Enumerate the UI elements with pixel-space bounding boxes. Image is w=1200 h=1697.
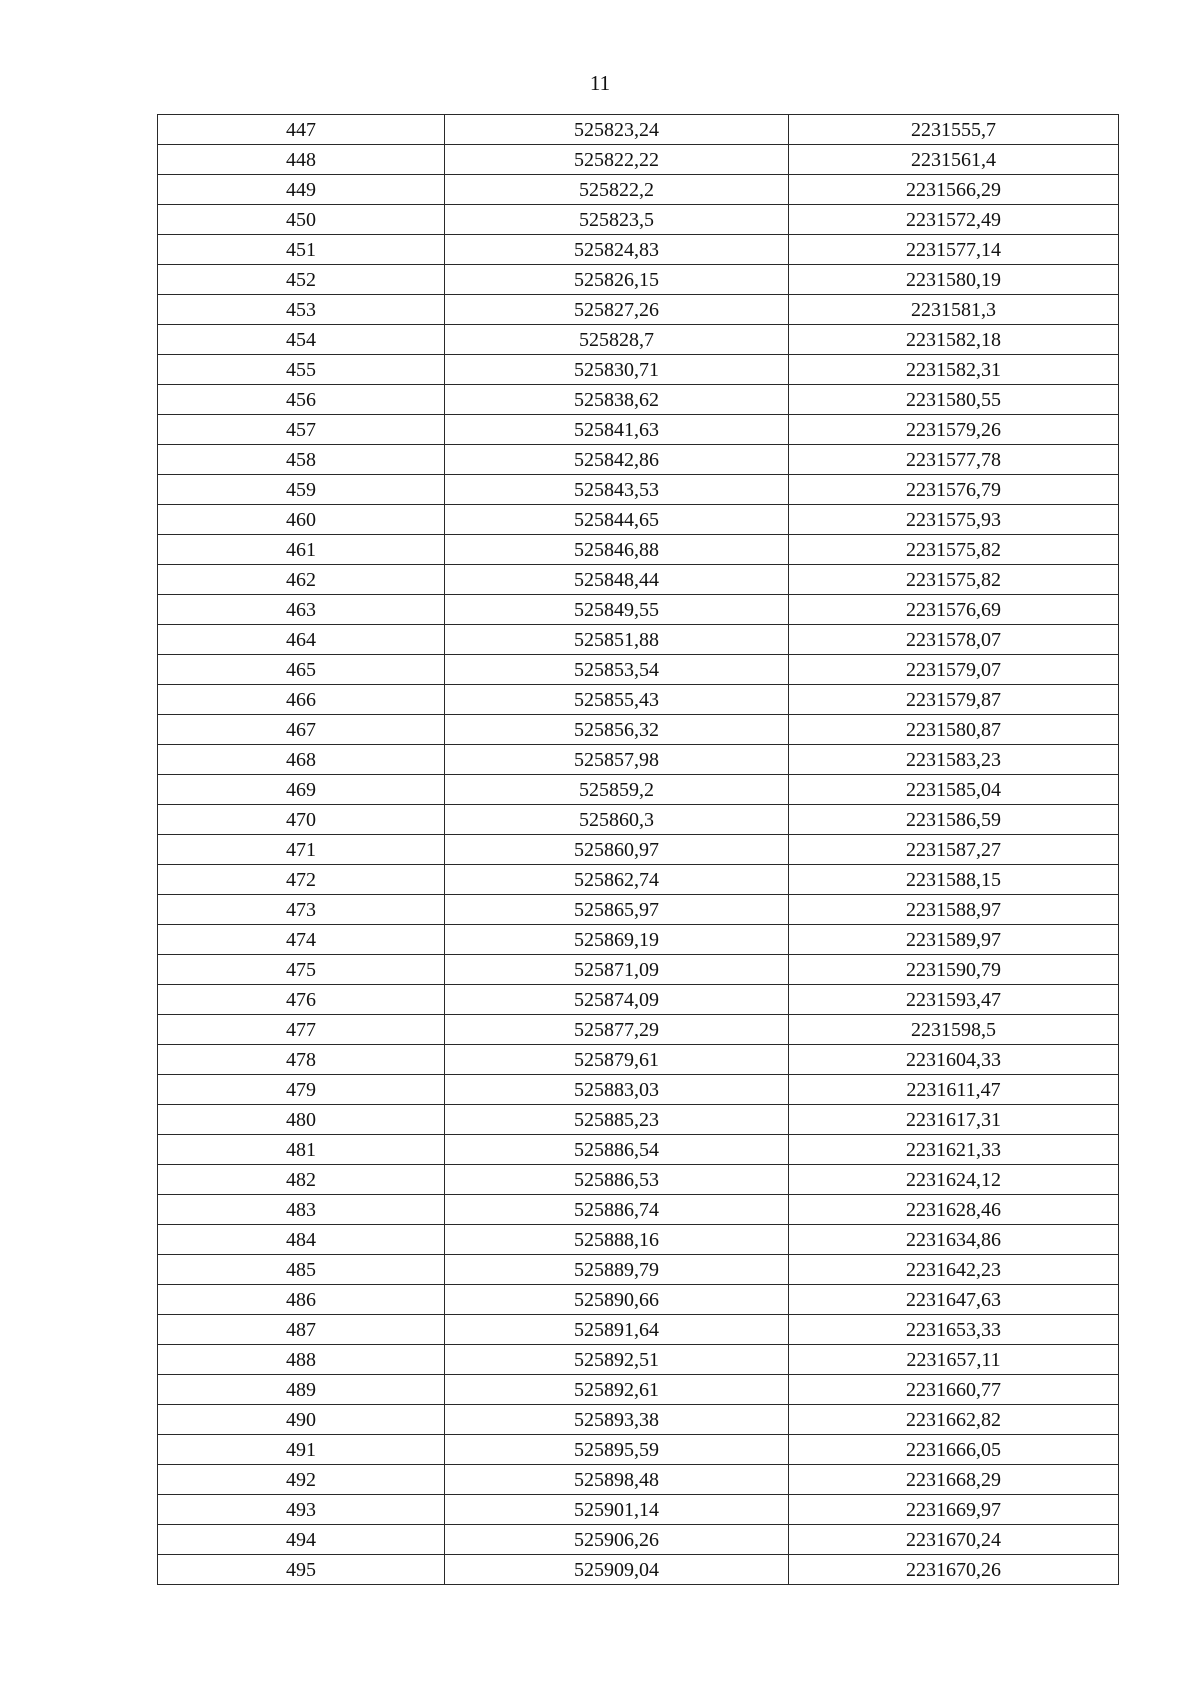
point-number-cell: 448	[158, 145, 445, 175]
table-row	[158, 655, 1119, 685]
table-row	[158, 1225, 1119, 1255]
x-coordinate-cell: 525860,3	[445, 805, 789, 835]
y-coordinate-cell: 2231576,79	[789, 475, 1119, 505]
table-row	[158, 955, 1119, 985]
x-coordinate-cell: 525892,51	[445, 1345, 789, 1375]
table-row	[158, 205, 1119, 235]
x-coordinate-cell: 525862,74	[445, 865, 789, 895]
x-coordinate-cell: 525890,66	[445, 1285, 789, 1315]
table-row	[158, 1465, 1119, 1495]
point-number-cell: 466	[158, 685, 445, 715]
point-number-cell: 456	[158, 385, 445, 415]
y-coordinate-cell: 2231575,82	[789, 535, 1119, 565]
y-coordinate-cell: 2231577,78	[789, 445, 1119, 475]
x-coordinate-cell: 525865,97	[445, 895, 789, 925]
y-coordinate-cell: 2231590,79	[789, 955, 1119, 985]
y-coordinate-cell: 2231621,33	[789, 1135, 1119, 1165]
x-coordinate-cell: 525838,62	[445, 385, 789, 415]
page-number: 11	[589, 71, 611, 95]
x-coordinate-cell: 525874,09	[445, 985, 789, 1015]
x-coordinate-cell: 525842,86	[445, 445, 789, 475]
point-number-cell: 480	[158, 1105, 445, 1135]
y-coordinate-cell: 2231580,19	[789, 265, 1119, 295]
x-coordinate-cell: 525886,53	[445, 1165, 789, 1195]
x-coordinate-cell: 525879,61	[445, 1045, 789, 1075]
table-row	[158, 775, 1119, 805]
x-coordinate-cell: 525848,44	[445, 565, 789, 595]
x-coordinate-cell: 525885,23	[445, 1105, 789, 1135]
y-coordinate-cell: 2231575,93	[789, 505, 1119, 535]
table-row	[158, 1105, 1119, 1135]
table-row	[158, 1165, 1119, 1195]
table-row	[158, 925, 1119, 955]
x-coordinate-cell: 525855,43	[445, 685, 789, 715]
table-row	[158, 685, 1119, 715]
x-coordinate-cell: 525906,26	[445, 1525, 789, 1555]
x-coordinate-cell: 525871,09	[445, 955, 789, 985]
point-number-cell: 465	[158, 655, 445, 685]
y-coordinate-cell: 2231653,33	[789, 1315, 1119, 1345]
point-number-cell: 450	[158, 205, 445, 235]
y-coordinate-cell: 2231660,77	[789, 1375, 1119, 1405]
point-number-cell: 487	[158, 1315, 445, 1345]
y-coordinate-cell: 2231576,69	[789, 595, 1119, 625]
x-coordinate-cell: 525889,79	[445, 1255, 789, 1285]
table-row	[158, 145, 1119, 175]
x-coordinate-cell: 525883,03	[445, 1075, 789, 1105]
point-number-cell: 486	[158, 1285, 445, 1315]
y-coordinate-cell: 2231593,47	[789, 985, 1119, 1015]
point-number-cell: 484	[158, 1225, 445, 1255]
x-coordinate-cell: 525851,88	[445, 625, 789, 655]
coordinates-table	[157, 114, 1119, 1585]
y-coordinate-cell: 2231561,4	[789, 145, 1119, 175]
y-coordinate-cell: 2231581,3	[789, 295, 1119, 325]
point-number-cell: 482	[158, 1165, 445, 1195]
x-coordinate-cell: 525826,15	[445, 265, 789, 295]
table-row	[158, 895, 1119, 925]
table-row	[158, 295, 1119, 325]
table-row	[158, 325, 1119, 355]
x-coordinate-cell: 525901,14	[445, 1495, 789, 1525]
point-number-cell: 477	[158, 1015, 445, 1045]
point-number-cell: 479	[158, 1075, 445, 1105]
x-coordinate-cell: 525893,38	[445, 1405, 789, 1435]
point-number-cell: 474	[158, 925, 445, 955]
y-coordinate-cell: 2231670,24	[789, 1525, 1119, 1555]
y-coordinate-cell: 2231583,23	[789, 745, 1119, 775]
table-row	[158, 1525, 1119, 1555]
point-number-cell: 476	[158, 985, 445, 1015]
y-coordinate-cell: 2231670,26	[789, 1555, 1119, 1585]
point-number-cell: 462	[158, 565, 445, 595]
y-coordinate-cell: 2231580,87	[789, 715, 1119, 745]
table-row	[158, 1555, 1119, 1585]
x-coordinate-cell: 525857,98	[445, 745, 789, 775]
y-coordinate-cell: 2231634,86	[789, 1225, 1119, 1255]
x-coordinate-cell: 525853,54	[445, 655, 789, 685]
table-row	[158, 1135, 1119, 1165]
table-row	[158, 595, 1119, 625]
x-coordinate-cell: 525830,71	[445, 355, 789, 385]
y-coordinate-cell: 2231624,12	[789, 1165, 1119, 1195]
table-row	[158, 235, 1119, 265]
point-number-cell: 470	[158, 805, 445, 835]
table-row	[158, 985, 1119, 1015]
y-coordinate-cell: 2231588,97	[789, 895, 1119, 925]
y-coordinate-cell: 2231628,46	[789, 1195, 1119, 1225]
y-coordinate-cell: 2231580,55	[789, 385, 1119, 415]
y-coordinate-cell: 2231579,26	[789, 415, 1119, 445]
table-row	[158, 1015, 1119, 1045]
point-number-cell: 458	[158, 445, 445, 475]
x-coordinate-cell: 525823,24	[445, 115, 789, 145]
x-coordinate-cell: 525822,22	[445, 145, 789, 175]
table-row	[158, 385, 1119, 415]
table-row	[158, 1495, 1119, 1525]
x-coordinate-cell: 525844,65	[445, 505, 789, 535]
point-number-cell: 491	[158, 1435, 445, 1465]
x-coordinate-cell: 525828,7	[445, 325, 789, 355]
point-number-cell: 459	[158, 475, 445, 505]
table-row	[158, 355, 1119, 385]
point-number-cell: 475	[158, 955, 445, 985]
point-number-cell: 483	[158, 1195, 445, 1225]
point-number-cell: 493	[158, 1495, 445, 1525]
point-number-cell: 472	[158, 865, 445, 895]
y-coordinate-cell: 2231579,07	[789, 655, 1119, 685]
y-coordinate-cell: 2231577,14	[789, 235, 1119, 265]
x-coordinate-cell: 525888,16	[445, 1225, 789, 1255]
table-row	[158, 535, 1119, 565]
x-coordinate-cell: 525898,48	[445, 1465, 789, 1495]
x-coordinate-cell: 525891,64	[445, 1315, 789, 1345]
x-coordinate-cell: 525895,59	[445, 1435, 789, 1465]
table-row	[158, 1345, 1119, 1375]
point-number-cell: 461	[158, 535, 445, 565]
table-row	[158, 565, 1119, 595]
table-row	[158, 835, 1119, 865]
coordinates-table-body	[158, 115, 1119, 1585]
point-number-cell: 471	[158, 835, 445, 865]
point-number-cell: 473	[158, 895, 445, 925]
x-coordinate-cell: 525856,32	[445, 715, 789, 745]
x-coordinate-cell: 525843,53	[445, 475, 789, 505]
y-coordinate-cell: 2231617,31	[789, 1105, 1119, 1135]
x-coordinate-cell: 525886,54	[445, 1135, 789, 1165]
table-row	[158, 175, 1119, 205]
y-coordinate-cell: 2231604,33	[789, 1045, 1119, 1075]
point-number-cell: 463	[158, 595, 445, 625]
x-coordinate-cell: 525822,2	[445, 175, 789, 205]
y-coordinate-cell: 2231587,27	[789, 835, 1119, 865]
table-row	[158, 1195, 1119, 1225]
point-number-cell: 469	[158, 775, 445, 805]
y-coordinate-cell: 2231598,5	[789, 1015, 1119, 1045]
point-number-cell: 468	[158, 745, 445, 775]
table-row	[158, 1315, 1119, 1345]
y-coordinate-cell: 2231579,87	[789, 685, 1119, 715]
point-number-cell: 489	[158, 1375, 445, 1405]
x-coordinate-cell: 525860,97	[445, 835, 789, 865]
y-coordinate-cell: 2231589,97	[789, 925, 1119, 955]
x-coordinate-cell: 525824,83	[445, 235, 789, 265]
table-row	[158, 415, 1119, 445]
point-number-cell: 447	[158, 115, 445, 145]
y-coordinate-cell: 2231669,97	[789, 1495, 1119, 1525]
point-number-cell: 492	[158, 1465, 445, 1495]
table-row	[158, 805, 1119, 835]
table-row	[158, 745, 1119, 775]
point-number-cell: 451	[158, 235, 445, 265]
point-number-cell: 457	[158, 415, 445, 445]
point-number-cell: 452	[158, 265, 445, 295]
y-coordinate-cell: 2231657,11	[789, 1345, 1119, 1375]
x-coordinate-cell: 525859,2	[445, 775, 789, 805]
table-row	[158, 1075, 1119, 1105]
y-coordinate-cell: 2231566,29	[789, 175, 1119, 205]
y-coordinate-cell: 2231582,31	[789, 355, 1119, 385]
x-coordinate-cell: 525886,74	[445, 1195, 789, 1225]
point-number-cell: 490	[158, 1405, 445, 1435]
y-coordinate-cell: 2231555,7	[789, 115, 1119, 145]
y-coordinate-cell: 2231582,18	[789, 325, 1119, 355]
point-number-cell: 481	[158, 1135, 445, 1165]
x-coordinate-cell: 525823,5	[445, 205, 789, 235]
y-coordinate-cell: 2231666,05	[789, 1435, 1119, 1465]
x-coordinate-cell: 525846,88	[445, 535, 789, 565]
x-coordinate-cell: 525827,26	[445, 295, 789, 325]
y-coordinate-cell: 2231585,04	[789, 775, 1119, 805]
point-number-cell: 464	[158, 625, 445, 655]
point-number-cell: 449	[158, 175, 445, 205]
point-number-cell: 453	[158, 295, 445, 325]
point-number-cell: 495	[158, 1555, 445, 1585]
table-row	[158, 1045, 1119, 1075]
table-row	[158, 115, 1119, 145]
y-coordinate-cell: 2231647,63	[789, 1285, 1119, 1315]
y-coordinate-cell: 2231611,47	[789, 1075, 1119, 1105]
x-coordinate-cell: 525909,04	[445, 1555, 789, 1585]
x-coordinate-cell: 525877,29	[445, 1015, 789, 1045]
table-row	[158, 1435, 1119, 1465]
y-coordinate-cell: 2231662,82	[789, 1405, 1119, 1435]
point-number-cell: 455	[158, 355, 445, 385]
table-row	[158, 625, 1119, 655]
table-row	[158, 865, 1119, 895]
point-number-cell: 494	[158, 1525, 445, 1555]
point-number-cell: 485	[158, 1255, 445, 1285]
table-row	[158, 1405, 1119, 1435]
x-coordinate-cell: 525892,61	[445, 1375, 789, 1405]
x-coordinate-cell: 525869,19	[445, 925, 789, 955]
y-coordinate-cell: 2231578,07	[789, 625, 1119, 655]
table-row	[158, 265, 1119, 295]
x-coordinate-cell: 525841,63	[445, 415, 789, 445]
y-coordinate-cell: 2231642,23	[789, 1255, 1119, 1285]
table-row	[158, 715, 1119, 745]
point-number-cell: 454	[158, 325, 445, 355]
point-number-cell: 478	[158, 1045, 445, 1075]
y-coordinate-cell: 2231668,29	[789, 1465, 1119, 1495]
table-row	[158, 1255, 1119, 1285]
table-row	[158, 1375, 1119, 1405]
table-row	[158, 445, 1119, 475]
point-number-cell: 467	[158, 715, 445, 745]
y-coordinate-cell: 2231572,49	[789, 205, 1119, 235]
y-coordinate-cell: 2231575,82	[789, 565, 1119, 595]
x-coordinate-cell: 525849,55	[445, 595, 789, 625]
point-number-cell: 460	[158, 505, 445, 535]
y-coordinate-cell: 2231588,15	[789, 865, 1119, 895]
table-row	[158, 475, 1119, 505]
table-row	[158, 1285, 1119, 1315]
point-number-cell: 488	[158, 1345, 445, 1375]
y-coordinate-cell: 2231586,59	[789, 805, 1119, 835]
table-row	[158, 505, 1119, 535]
